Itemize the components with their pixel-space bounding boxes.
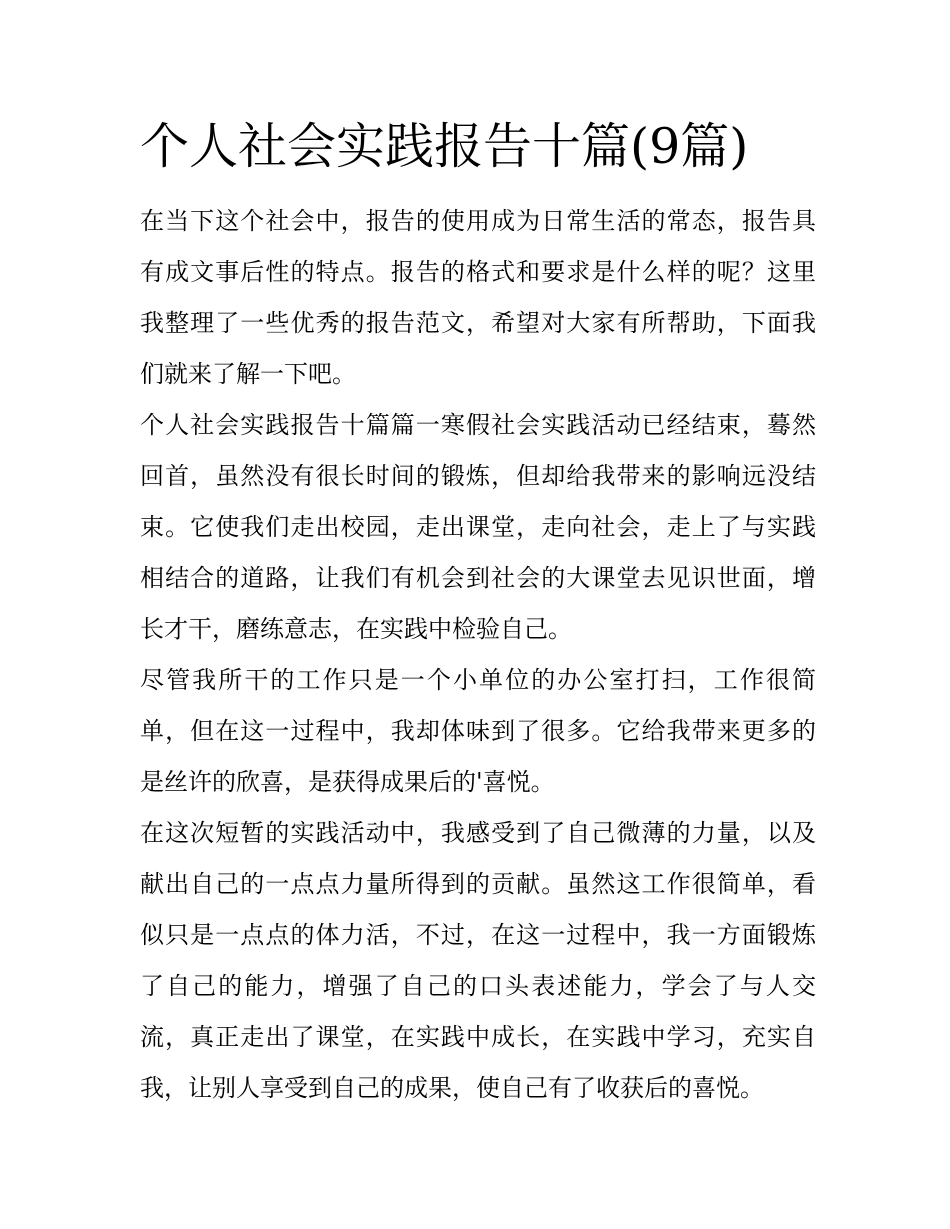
text-line: 在这次短暂的实践活动中，我感受到了自己微薄的力量，以及 bbox=[140, 819, 816, 847]
paragraph-work bbox=[140, 655, 816, 808]
text-line: 单，但在这一过程中，我却体味到了很多。它给我带来更多的 bbox=[140, 717, 816, 745]
text-line: 我整理了一些优秀的报告范文，希望对大家有所帮助，下面我 bbox=[140, 309, 816, 337]
text-line: 长才干，磨练意志，在实践中检验自己。 bbox=[140, 615, 572, 643]
document-title: 个人社会实践报告十篇(9篇) bbox=[140, 118, 749, 175]
text-line: 似只是一点点的体力活，不过，在这一过程中，我一方面锻炼 bbox=[140, 921, 816, 949]
text-line: 流，真正走出了课堂，在实践中成长，在实践中学习，充实自 bbox=[140, 1023, 816, 1051]
text-line: 尽管我所干的工作只是一个小单位的办公室打扫，工作很简 bbox=[140, 666, 816, 694]
text-line: 我，让别人享受到自己的成果，使自己有了收获后的喜悦。 bbox=[140, 1074, 764, 1102]
text-line: 们就来了解一下吧。 bbox=[140, 360, 356, 388]
paragraph-reflection bbox=[140, 808, 816, 1114]
text-line: 个人社会实践报告十篇篇一寒假社会实践活动已经结束，蓦然 bbox=[140, 411, 816, 439]
text-line: 相结合的道路，让我们有机会到社会的大课堂去见识世面，增 bbox=[140, 564, 816, 592]
document-body bbox=[140, 196, 816, 1114]
text-line: 束。它使我们走出校园，走出课堂，走向社会，走上了与实践 bbox=[140, 513, 816, 541]
paragraph-report-one bbox=[140, 400, 816, 655]
text-line: 回首，虽然没有很长时间的锻炼，但却给我带来的影响远没结 bbox=[140, 462, 816, 490]
text-line: 献出自己的一点点力量所得到的贡献。虽然这工作很简单，看 bbox=[140, 870, 816, 898]
text-line: 有成文事后性的特点。报告的格式和要求是什么样的呢？这里 bbox=[140, 258, 816, 286]
text-line: 是丝许的欣喜，是获得成果后的'喜悦。 bbox=[140, 768, 555, 796]
text-line: 在当下这个社会中，报告的使用成为日常生活的常态，报告具 bbox=[140, 207, 816, 235]
text-line: 了自己的能力，增强了自己的口头表述能力，学会了与人交 bbox=[140, 972, 816, 1000]
paragraph-intro bbox=[140, 196, 816, 400]
